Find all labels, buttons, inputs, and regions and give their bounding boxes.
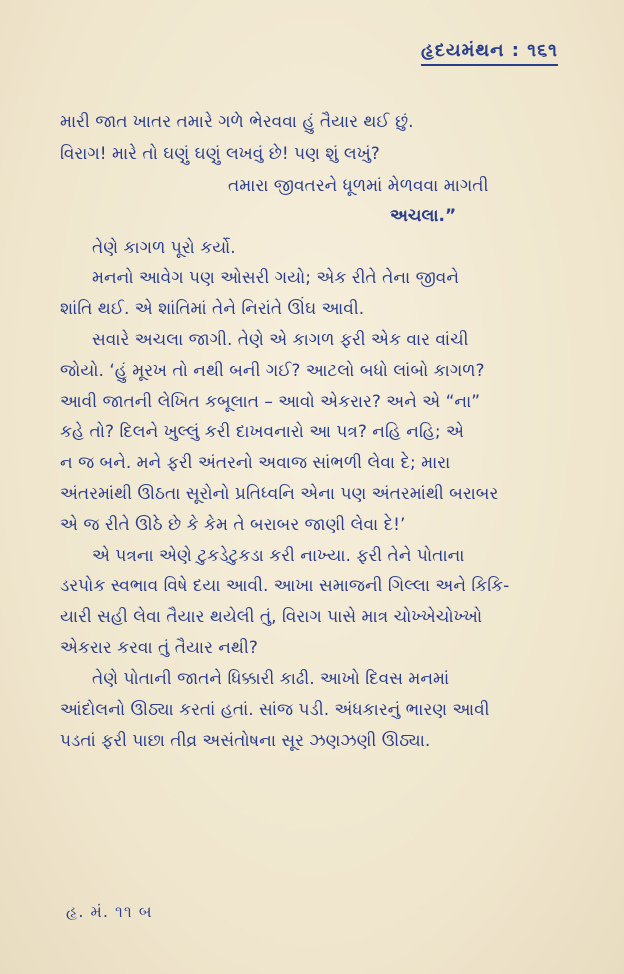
text-line: એ જ રીતે ઊઠે છે કે કેમ તે બરાબર જાણી લેવા દે!’ — [60, 515, 406, 535]
text-line: ન જ બને. મને ફરી અંતરનો અવાજ સાંભળી લેવા દે; મારા — [60, 453, 451, 473]
text-line: તેણે પોતાની જાતને ધિક્કારી કાઢી. આખો દિવસ મનમાં — [92, 669, 450, 689]
running-header: હૃદયમંથન : ૧૬૧ — [421, 40, 558, 66]
text-line: શાંતિ થઈ. એ શાંતિમાં તેને નિરાંતે ઊંઘ આવી. — [60, 299, 365, 319]
text-line: સવારે અચલા જાગી. તેણે એ કાગળ ફરી એક વાર વાંચી — [92, 330, 469, 350]
text-line: મનનો આવેગ પણ ઓસરી ગયો; એક રીતે તેના જીવને — [92, 268, 460, 288]
signature-mark: હૃ. મં. ૧૧ બ — [66, 902, 153, 921]
text-line: મારી જાત ખાતર તમારે ગળે ભેરવવા હું તૈયાર થઈ છું. — [60, 112, 414, 132]
text-line: અંતરમાંથી ઊઠતા સૂરોનો પ્રતિધ્વનિ એના પણ અંતરમાંથી બરાબર — [60, 484, 499, 504]
text-line: આવી જાતની લેખિત કબૂલાત – આવો એકરાર? અને એ “ના” — [60, 392, 481, 412]
text-line: વિરાગ! મારે તો ઘણું ઘણું લખવું છે! પણ શું લખું? — [60, 144, 380, 164]
text-line: પડતાં ફરી પાછા તીવ્ર અસંતોષના સૂર ઝણઝણી ઊઠ્યા. — [60, 731, 431, 751]
signature-line: અચલા.” — [390, 206, 457, 226]
text-line: એ પત્રના એણે ટુકડેટુકડા કરી નાખ્યા. ફરી તેને પોતાના — [92, 546, 465, 566]
text-line: જોયો. ‘હું મૂરખ તો નથી બની ગઈ? આટલો બધો લાંબો કાગળ? — [60, 361, 485, 381]
text-line: કહે તો? દિલને ખુલ્લું કરી દાખવનારો આ પત્ર? નહિ નહિ; એ — [60, 422, 464, 442]
text-line: યારી સહી લેવા તૈયાર થયેલી તું, વિરાગ પાસે માત્ર ચોખ્ખેચોખ્ખો — [60, 607, 483, 627]
text-line: તમારા જીવતરને ધૂળમાં મેળવવા માગતી — [228, 176, 489, 196]
text-line: ડરપોક સ્વભાવ વિષે દયા આવી. આખા સમાજની ગિલ્લા અને કિકિ- — [60, 576, 510, 596]
text-line: એકરાર કરવા તું તૈયાર નથી? — [60, 638, 258, 658]
text-line: તેણે કાગળ પૂરો કર્યો. — [92, 238, 236, 258]
text-line: આંદોલનો ઊઠ્યા કરતાં હતાં. સાંજ પડી. અંધકારનું ભારણ આવી — [60, 700, 490, 720]
